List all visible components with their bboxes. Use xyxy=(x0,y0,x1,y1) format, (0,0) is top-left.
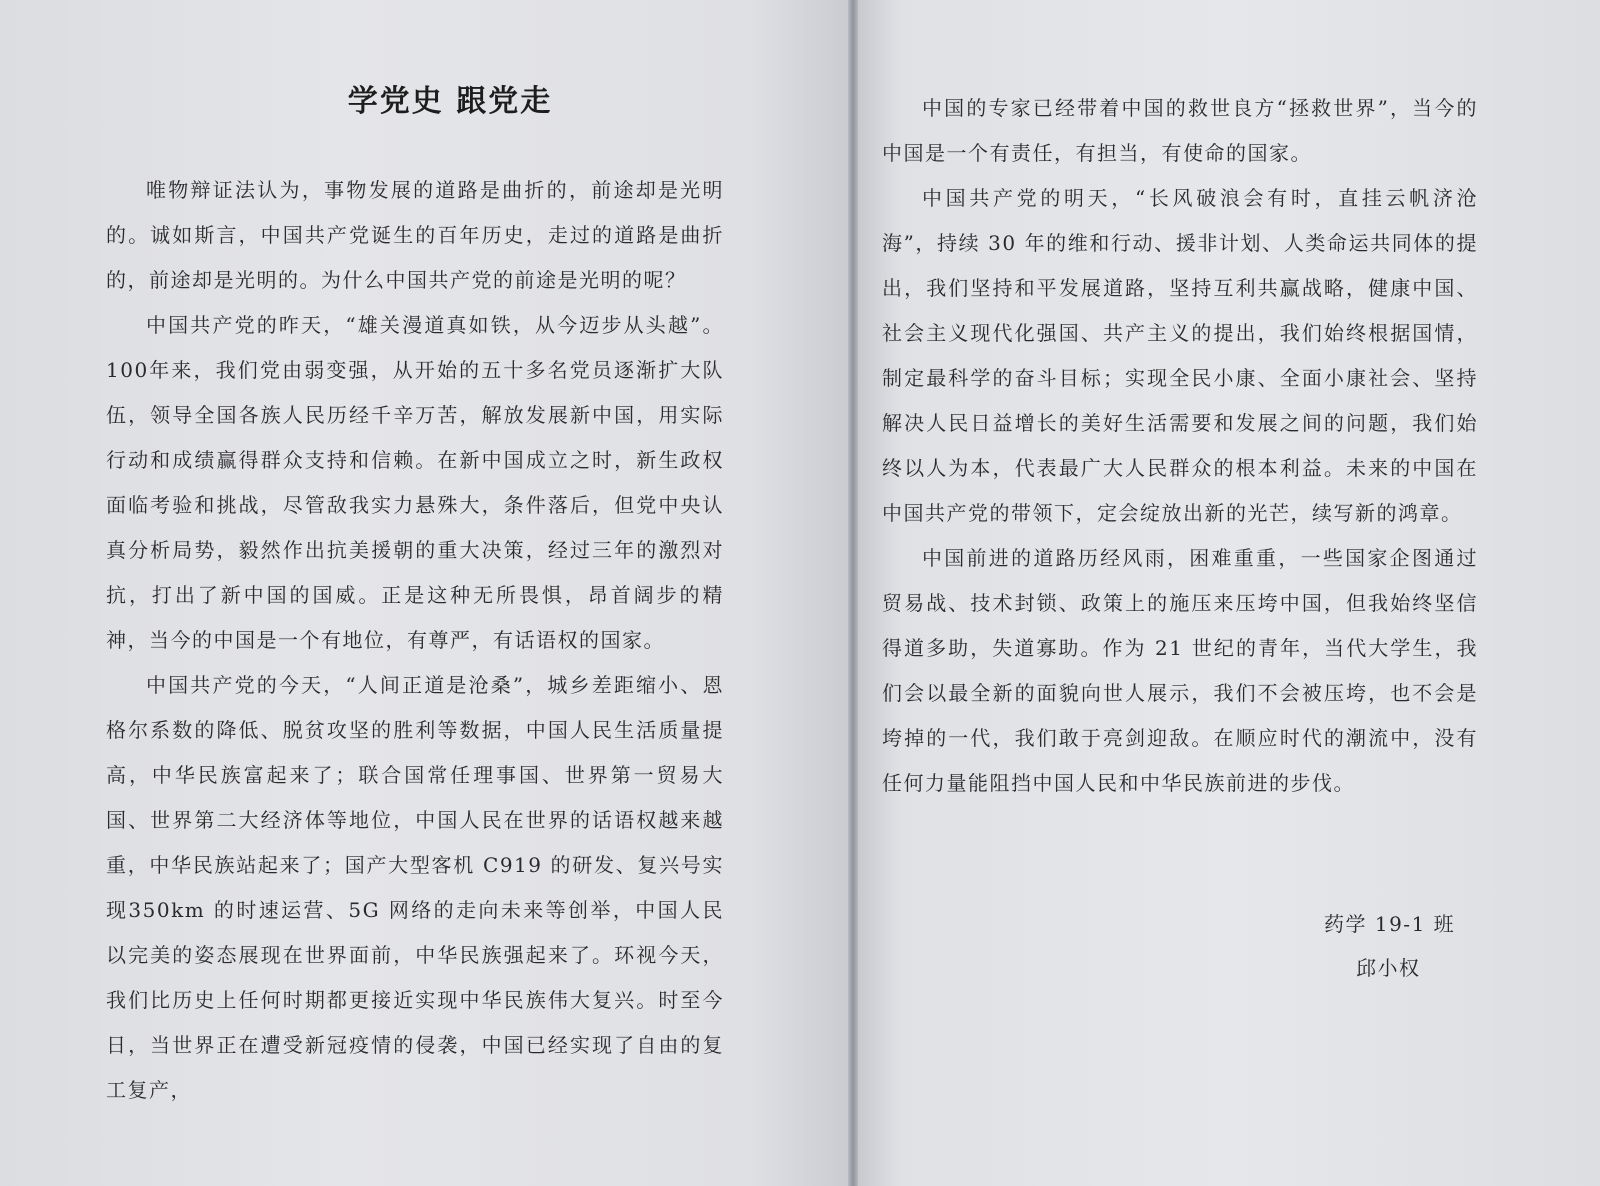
signature-class: 药学 19-1 班 xyxy=(1324,912,1456,936)
page-fold xyxy=(848,0,858,1186)
paragraph-today: 中国共产党的今天，“人间正道是沧桑”，城乡差距缩小、恩格尔系数的降低、脱贫攻坚的胜利等数据，中国人民生活质量提高，中华民族富起来了；联合国常任理事国、世界第一贸易大国、世界第二大经济体等地位，中国人民在世界的话语权越来越重，中华民族站起来了；国产大型客机 C919 的研发、复兴号实现350km 的时速运营、5G 网络的走向未来等创举，中国人民以完美的姿态展现在世界面前，中华民族强起来了。环视今天，我们比历史上任何时期都更接近实现中华民族伟大复兴。时至今日，当世界正在遭受新冠疫情的侵袭，中国已经实现了自由的复工复产， xyxy=(106,673,724,1102)
document-title: 学党史 跟党走 xyxy=(347,84,553,119)
paragraph-conclusion: 中国前进的道路历经风雨，困难重重，一些国家企图通过贸易战、技术封锁、政策上的施压来压垮中国，但我始终坚信得道多助，失道寡助。作为 21 世纪的青年，当代大学生，我们会以最全新的面貌向世人展示，我们不会被压垮，也不会是垮掉的一代，我们敢于亮剑迎敌。在顺应时代的潮流中，没有任何力量能阻挡中国人民和中华民族前进的步伐。 xyxy=(882,546,1478,795)
paragraph-intro: 唯物辩证法认为，事物发展的道路是曲折的，前途却是光明的。诚如斯言，中国共产党诞生的百年历史，走过的道路是曲折的，前途却是光明的。为什么中国共产党的前途是光明的呢？ xyxy=(106,178,724,292)
paragraph-yesterday: 中国共产党的昨天，“雄关漫道真如铁，从今迈步从头越”。100年来，我们党由弱变强，从开始的五十多名党员逐渐扩大队伍，领导全国各族人民历经千辛万苦，解放发展新中国，用实际行动和成绩赢得群众支持和信赖。在新中国成立之时，新生政权面临考验和挑战，尽管敌我实力悬殊大，条件落后，但党中央认真分析局势，毅然作出抗美援朝的重大决策，经过三年的激烈对抗，打出了新中国的国威。正是这种无所畏惧，昂首阔步的精神，当今的中国是一个有地位，有尊严，有话语权的国家。 xyxy=(106,313,724,652)
signature-author: 邱小权 xyxy=(1356,956,1421,980)
right-column xyxy=(882,86,1478,806)
left-column xyxy=(106,168,724,1113)
paragraph-tomorrow: 中国共产党的明天，“长风破浪会有时，直挂云帆济沧海”，持续 30 年的维和行动、援非计划、人类命运共同体的提出，我们坚持和平发展道路，坚持互利共赢战略，健康中国、社会主义现代化强国、共产主义的提出，我们始终根据国情，制定最科学的奋斗目标；实现全民小康、全面小康社会、坚持解决人民日益增长的美好生活需要和发展之间的问题，我们始终以人为本，代表最广大人民群众的根本利益。未来的中国在中国共产党的带领下，定会绽放出新的光芒，续写新的鸿章。 xyxy=(882,186,1478,525)
paragraph-today-continued: 中国的专家已经带着中国的救世良方“拯救世界”，当今的中国是一个有责任，有担当，有使命的国家。 xyxy=(882,96,1478,165)
